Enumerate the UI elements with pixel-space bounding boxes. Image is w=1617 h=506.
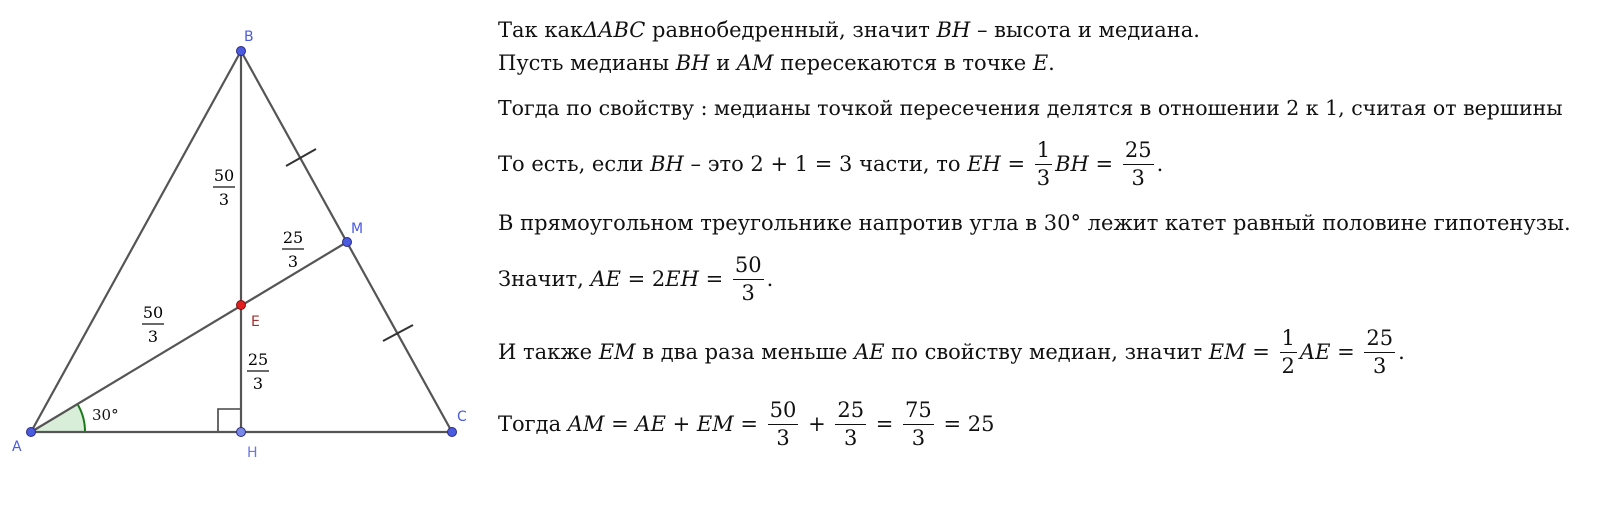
label-E: E: [251, 314, 260, 330]
l1-t1: Так как: [498, 18, 584, 42]
label-BE-den: 3: [218, 190, 230, 209]
l2-t3: пересекаются в точке: [773, 51, 1033, 75]
l7-frac-2: [1364, 328, 1395, 377]
l7-m4: AE: [1299, 340, 1331, 364]
side-AB: [31, 51, 241, 432]
l4-frac-1: [1035, 140, 1052, 189]
l4-frac-2-num: 25: [1123, 140, 1154, 165]
l5-t1: В прямоугольном треугольнике напротив угла в 30° лежит катет равный половине гипотенузы.: [498, 211, 1571, 235]
l8-t7: = 25: [936, 412, 995, 436]
label-AE-num: 50: [142, 303, 164, 322]
solution-line-5: [498, 213, 1571, 234]
l7-m1: EM: [598, 340, 636, 364]
solution-line-4: [498, 140, 1163, 189]
l8-frac-2-den: 3: [844, 426, 858, 450]
label-EH-den: 3: [252, 374, 264, 393]
point-A: [27, 428, 36, 437]
solution-line-2: [498, 53, 1055, 74]
label-AE: [142, 303, 164, 346]
point-B: [237, 47, 246, 56]
l4-t5: .: [1156, 152, 1164, 176]
l2-m3: E: [1032, 51, 1049, 75]
l8-frac-1-num: 50: [768, 400, 799, 425]
segment-AM: [31, 242, 347, 432]
l8-frac-1: [768, 400, 799, 449]
l1-t2: равнобедренный, значит: [645, 18, 937, 42]
l1-m2: BH: [936, 18, 971, 42]
l8-m1: AM: [567, 412, 605, 436]
l8-t1: Тогда: [498, 412, 568, 436]
solution-line-3: [498, 98, 1563, 119]
l6-frac-1: [733, 255, 764, 304]
label-M: M: [351, 221, 364, 237]
l2-t4: .: [1048, 51, 1055, 75]
l7-frac-2-num: 25: [1364, 328, 1395, 353]
l4-frac-1-den: 3: [1036, 166, 1051, 190]
l8-t5: +: [801, 412, 833, 436]
label-EM-num: 25: [282, 228, 304, 247]
label-EH: [247, 350, 269, 393]
l7-frac-2-den: 3: [1373, 354, 1387, 378]
l2-t1: Пусть медианы: [498, 51, 676, 75]
solution-line-6: [498, 255, 773, 304]
solution-line-7: [498, 328, 1405, 377]
l4-m3: BH: [1055, 152, 1089, 176]
solution-text: [498, 0, 1613, 506]
l8-frac-3-num: 75: [903, 400, 934, 425]
l8-frac-3: [903, 400, 934, 449]
label-A: A: [12, 439, 22, 455]
label-EM-den: 3: [287, 252, 299, 271]
l6-t2: = 2: [620, 267, 666, 291]
l7-frac-1-den: 2: [1281, 354, 1295, 378]
triangle-diagram: [0, 0, 470, 506]
l7-t2: в два раза меньше: [635, 340, 855, 364]
l8-frac-1-den: 3: [776, 426, 790, 450]
l2-m1: BH: [675, 51, 710, 75]
label-B: B: [244, 29, 254, 45]
l8-frac-2: [835, 400, 866, 449]
tick-mark-MC: [383, 325, 413, 341]
l6-t1: Значит,: [498, 267, 591, 291]
l4-t1: То есть, если: [498, 152, 651, 176]
l8-frac-3-den: 3: [911, 426, 926, 450]
tick-mark-BM: [286, 149, 316, 166]
l6-t3: =: [698, 267, 730, 291]
l8-t2: =: [604, 412, 636, 436]
point-H: [237, 428, 246, 437]
angle-label: 30°: [92, 406, 119, 424]
label-H: H: [247, 445, 258, 461]
l7-m2: AE: [854, 340, 885, 364]
solution-line-1: [498, 20, 1200, 41]
label-AE-den: 3: [147, 327, 159, 346]
l1-m1: ΔABC: [583, 18, 646, 42]
l4-frac-2-den: 3: [1131, 166, 1145, 190]
l8-t4: =: [733, 412, 765, 436]
l6-m2: EH: [665, 267, 699, 291]
l8-frac-2-num: 25: [835, 400, 866, 425]
l4-t4: =: [1088, 152, 1120, 176]
solution-line-8: [498, 400, 994, 449]
l4-m1: BH: [650, 152, 684, 176]
label-BE: [213, 166, 235, 209]
l7-t5: =: [1330, 340, 1362, 364]
l8-t3: +: [665, 412, 697, 436]
l8-m3: EM: [696, 412, 734, 436]
l7-t6: .: [1398, 340, 1405, 364]
label-C: C: [457, 409, 467, 425]
l3-t1: Тогда по свойству : медианы точкой пересечения делятся в отношении 2 к 1, считая от вершины: [498, 96, 1563, 120]
point-E: [237, 301, 246, 310]
l1-t3: – высота и медиана.: [970, 18, 1200, 42]
l4-m2: EH: [967, 152, 1001, 176]
l4-frac-1-num: 1: [1035, 140, 1052, 165]
l6-t4: .: [766, 267, 774, 291]
l6-frac-1-num: 50: [733, 255, 764, 280]
label-EM: [282, 228, 304, 271]
point-C: [448, 428, 457, 437]
l6-m1: AE: [590, 267, 621, 291]
l7-t4: =: [1245, 340, 1277, 364]
point-M: [343, 238, 352, 247]
l7-frac-1-num: 1: [1280, 328, 1297, 353]
l4-t2: – это 2 + 1 = 3 части, то: [683, 152, 968, 176]
l8-t6: =: [869, 412, 901, 436]
l8-m2: AE: [635, 412, 666, 436]
l4-t3: =: [1000, 152, 1032, 176]
l7-m3: EM: [1208, 340, 1246, 364]
l6-frac-1-den: 3: [741, 281, 755, 305]
l2-t2: и: [709, 51, 737, 75]
l7-frac-1: [1280, 328, 1297, 377]
l7-t1: И также: [498, 340, 599, 364]
label-BE-num: 50: [213, 166, 235, 185]
l4-frac-2: [1123, 140, 1154, 189]
l2-m2: AM: [736, 51, 774, 75]
l7-t3: по свойству медиан, значит: [884, 340, 1209, 364]
label-EH-num: 25: [247, 350, 269, 369]
